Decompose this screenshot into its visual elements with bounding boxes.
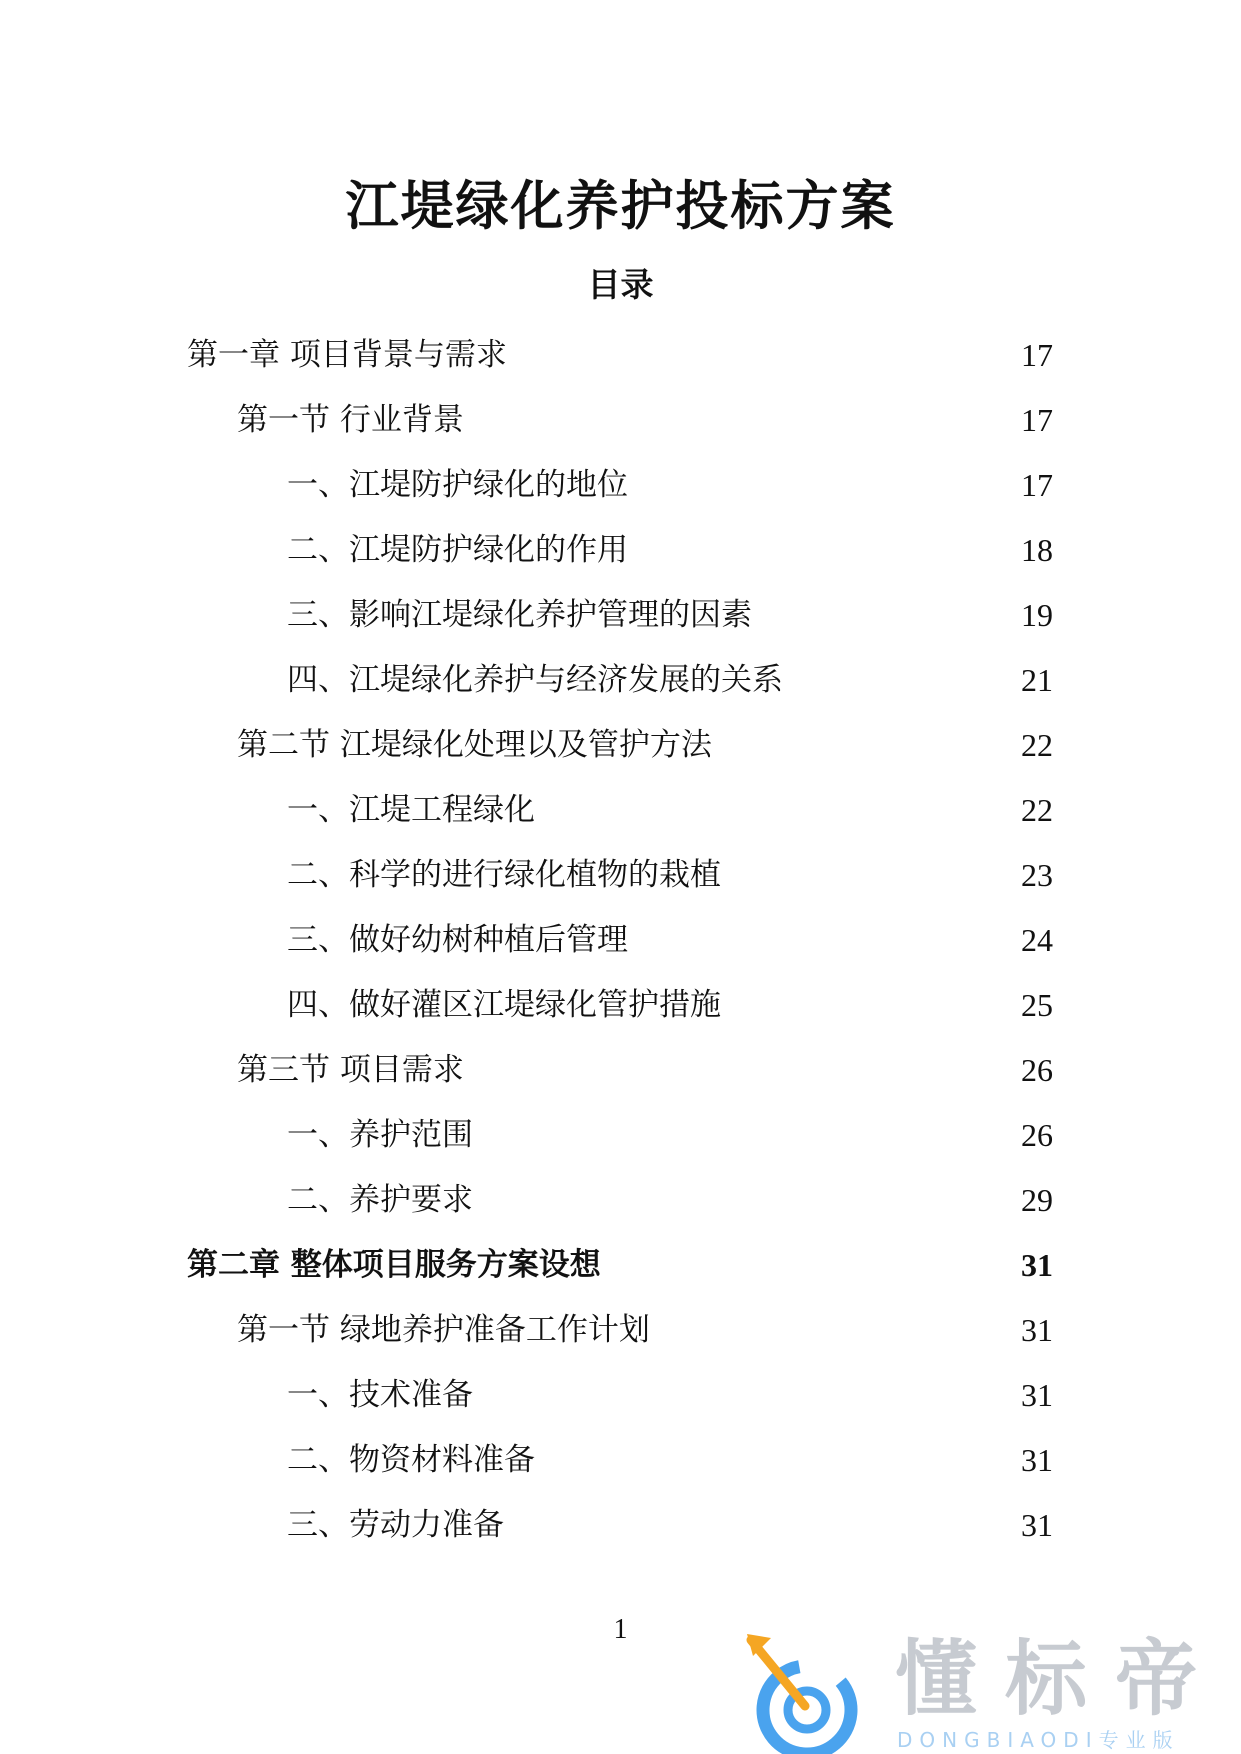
toc-entry-page: 31 — [1021, 1507, 1053, 1543]
toc-entry-label: 三、劳动力准备 — [287, 1507, 504, 1543]
toc-entry-page: 31 — [1021, 1377, 1053, 1413]
toc-entry[interactable] — [0, 322, 1241, 387]
toc-entry-page: 31 — [1021, 1442, 1053, 1478]
toc-entry-page: 18 — [1021, 532, 1053, 568]
toc-entry-label: 二、江堤防护绿化的作用 — [287, 532, 628, 568]
toc-heading: 目录 — [587, 265, 654, 304]
toc-entry[interactable] — [0, 972, 1241, 1037]
toc-entry-label: 二、物资材料准备 — [287, 1442, 535, 1478]
watermark-brand-name: 懂标帝 — [895, 1632, 1226, 1727]
toc-entry[interactable] — [0, 1427, 1241, 1492]
toc-entry[interactable] — [0, 907, 1241, 972]
toc-entry[interactable] — [0, 1362, 1241, 1427]
toc-entry-page: 31 — [1021, 1312, 1053, 1348]
toc-entry-label: 四、做好灌区江堤绿化管护措施 — [287, 987, 721, 1023]
toc-entry-label: 一、江堤工程绿化 — [287, 792, 535, 828]
toc-entry-page: 23 — [1021, 857, 1053, 893]
toc-entry-page: 31 — [1021, 1247, 1053, 1283]
toc-entry-label: 第三节 项目需求 — [237, 1052, 464, 1088]
toc-entry[interactable] — [0, 1297, 1241, 1362]
toc-entry-label: 一、技术准备 — [287, 1377, 473, 1413]
toc-entry[interactable] — [0, 842, 1241, 907]
toc-entry-label: 第二章 整体项目服务方案设想 — [187, 1247, 601, 1283]
toc-entry-page: 24 — [1021, 922, 1053, 958]
toc-entry[interactable] — [0, 1037, 1241, 1102]
toc-entry[interactable] — [0, 517, 1241, 582]
toc-entry[interactable] — [0, 777, 1241, 842]
toc-entry-label: 第二节 江堤绿化处理以及管护方法 — [237, 727, 712, 763]
toc-entry-label: 二、科学的进行绿化植物的栽植 — [287, 857, 721, 893]
document-title: 江堤绿化养护投标方案 — [345, 176, 896, 237]
toc-entry-label: 三、做好幼树种植后管理 — [287, 922, 628, 958]
toc-entry-page: 29 — [1021, 1182, 1053, 1218]
toc-entry-label: 一、江堤防护绿化的地位 — [287, 467, 628, 503]
toc-entry-page: 25 — [1021, 987, 1053, 1023]
toc-entry[interactable] — [0, 387, 1241, 452]
toc-entry-label: 三、影响江堤绿化养护管理的因素 — [287, 597, 752, 633]
toc-entry-label: 二、养护要求 — [287, 1182, 473, 1218]
toc-entry-label: 第一节 行业背景 — [237, 402, 464, 438]
toc-entry[interactable] — [0, 712, 1241, 777]
toc-entry[interactable] — [0, 1232, 1241, 1297]
toc-entry-label: 第一节 绿地养护准备工作计划 — [237, 1312, 650, 1348]
toc-entry[interactable] — [0, 582, 1241, 647]
toc-entry-page: 17 — [1021, 337, 1053, 373]
toc-entry-page: 21 — [1021, 662, 1053, 698]
toc-entry-label: 第一章 项目背景与需求 — [187, 337, 507, 373]
toc-entry-page: 19 — [1021, 597, 1053, 633]
toc-list — [0, 322, 1241, 1557]
toc-entry-page: 17 — [1021, 467, 1053, 503]
toc-entry[interactable] — [0, 1167, 1241, 1232]
toc-entry-page: 17 — [1021, 402, 1053, 438]
toc-entry[interactable] — [0, 452, 1241, 517]
toc-entry-label: 一、养护范围 — [287, 1117, 473, 1153]
toc-entry[interactable] — [0, 1102, 1241, 1167]
watermark-brand-subtitle: DONGBIAODI专业版 — [897, 1728, 1180, 1752]
toc-entry-page: 26 — [1021, 1052, 1053, 1088]
watermark — [745, 1632, 1241, 1754]
toc-entry-label: 四、江堤绿化养护与经济发展的关系 — [287, 662, 783, 698]
target-arrow-icon — [745, 1632, 885, 1754]
toc-entry[interactable] — [0, 647, 1241, 712]
toc-entry-page: 26 — [1021, 1117, 1053, 1153]
toc-entry-page: 22 — [1021, 727, 1053, 763]
page-number: 1 — [613, 1614, 628, 1645]
toc-entry[interactable] — [0, 1492, 1241, 1557]
toc-entry-page: 22 — [1021, 792, 1053, 828]
